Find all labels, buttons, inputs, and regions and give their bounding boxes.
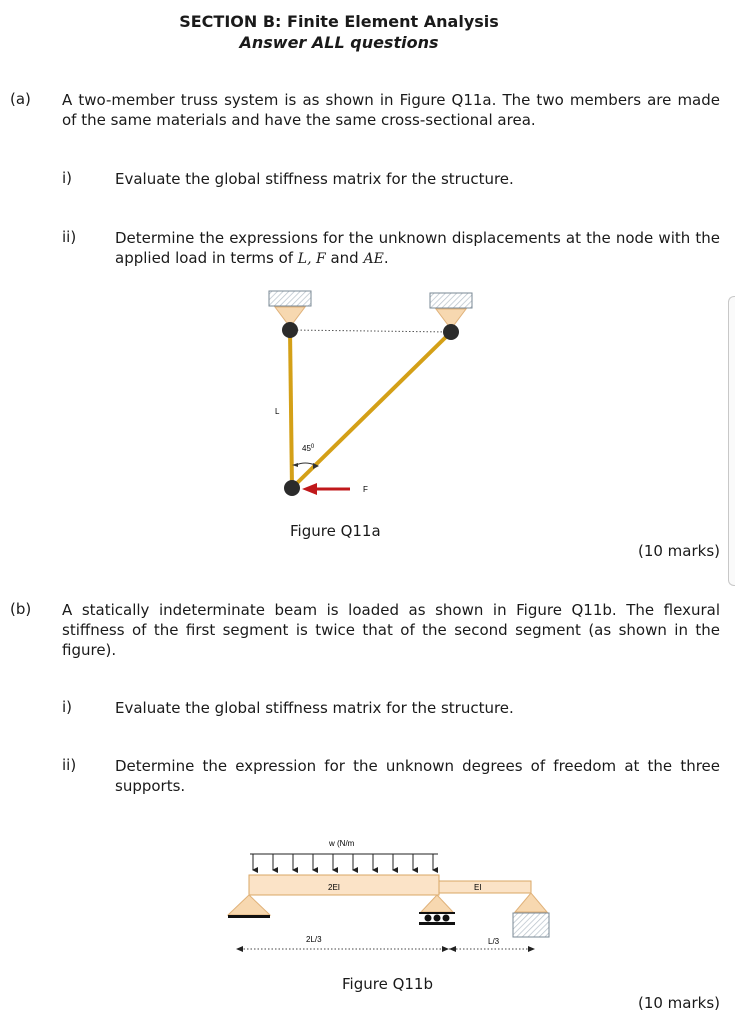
support-right <box>513 893 549 937</box>
var-ae: AE <box>363 251 384 267</box>
distributed-load <box>250 854 438 870</box>
label-l3: L/3 <box>488 937 500 946</box>
part-b-sub-ii-text: Determine the expression for the unknown degrees of freedom at the three supports. <box>115 757 720 795</box>
node-top-left <box>282 322 298 338</box>
support-middle-roller <box>419 895 455 925</box>
label-2l3: 2L/3 <box>306 935 322 944</box>
figure-q11a-caption: Figure Q11a <box>290 522 381 540</box>
part-a-marks: (10 marks) <box>637 542 720 560</box>
part-b-marks: (10 marks) <box>637 994 720 1012</box>
section-subtitle: Answer ALL questions <box>239 33 439 52</box>
part-a-sub-ii-prefix: Determine the expressions for the unknown displacements at the node with the applied load in terms of <box>115 229 720 267</box>
vertical-member <box>290 330 292 488</box>
part-a-sub-i-label: i) <box>62 169 73 187</box>
figure-q11b <box>225 832 560 962</box>
length-label: L <box>275 407 280 416</box>
right-support <box>430 293 472 329</box>
force-arrow <box>302 483 350 495</box>
force-label: F <box>363 485 368 494</box>
beam-segment-2 <box>439 881 531 893</box>
dimension-2l3 <box>236 946 449 952</box>
beam-segment-1 <box>249 875 439 895</box>
figure-q11b-caption: Figure Q11b <box>342 975 433 993</box>
var-l-f: L, F <box>297 251 326 267</box>
part-b-sub-i-text: Evaluate the global stiffness matrix for the structure. <box>115 699 514 717</box>
part-a-label: (a) <box>10 90 31 108</box>
reference-line <box>290 330 451 332</box>
section-title: SECTION B: Finite Element Analysis <box>179 12 499 31</box>
part-a-sub-ii-conj: and <box>325 249 364 267</box>
part-a-sub-ii-suffix: . <box>383 249 389 267</box>
node-top-right <box>443 324 459 340</box>
part-b-text: A statically indeterminate beam is loaded as shown in Figure Q11b. The flexural stiffness of the first segment is twice that of the second segment (as shown in the figure). <box>62 601 720 659</box>
dimension-l3 <box>449 946 535 952</box>
left-support <box>269 291 311 327</box>
support-left <box>228 895 270 918</box>
part-a-sub-ii-label: ii) <box>62 228 77 246</box>
part-a-sub-i-text: Evaluate the global stiffness matrix for the structure. <box>115 170 514 188</box>
part-a-text: A two-member truss system is as shown in Figure Q11a. The two members are made of the same materials and have the same cross-sectional area. <box>62 91 720 129</box>
page-scroll-edge[interactable] <box>728 296 735 586</box>
part-b-label: (b) <box>10 600 32 618</box>
angle-label: $45^0$ <box>302 444 315 453</box>
part-b-sub-ii-label: ii) <box>62 756 77 774</box>
label-ei: EI <box>474 883 482 892</box>
part-b-sub-i-label: i) <box>62 698 73 716</box>
figure-q11a <box>255 285 485 510</box>
label-2ei: 2EI <box>328 883 341 892</box>
node-loaded <box>284 480 300 496</box>
part-a-sub-ii-text <box>115 228 720 269</box>
load-label: w (N/m <box>329 839 355 848</box>
